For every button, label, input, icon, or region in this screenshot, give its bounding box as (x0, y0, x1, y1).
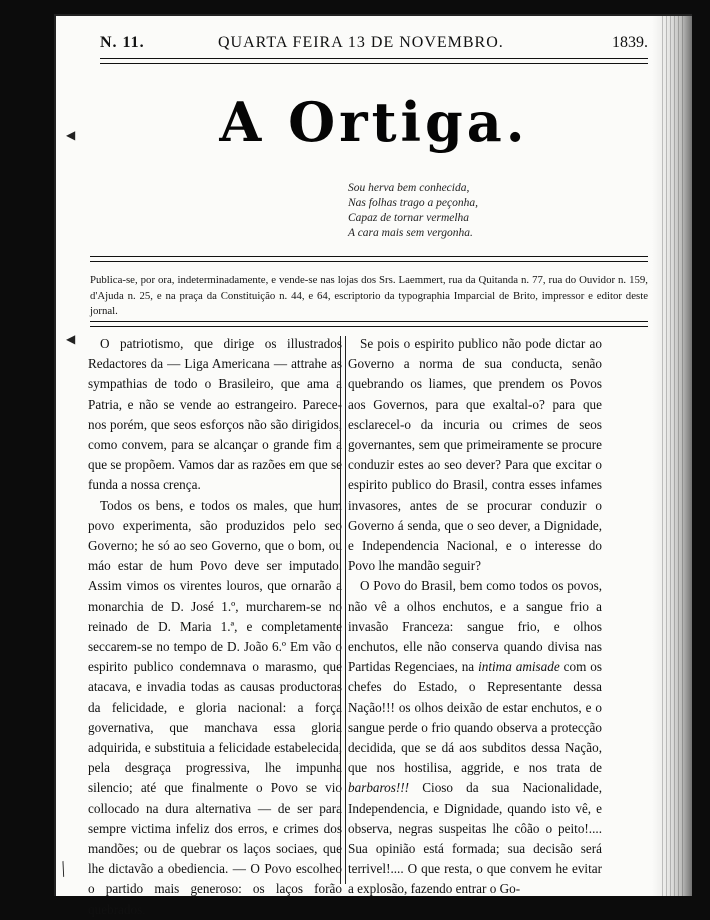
margin-mark: ◀ (66, 332, 76, 346)
masthead-title: A Ortiga. (219, 90, 529, 154)
emphasis-text: intima amisade (478, 659, 560, 675)
article-paragraph: O patriotismo, que dirige os illustrados Redactores da — Liga Americana — attrahe as sympathias de todo o Brasileiro, que ama a Patria, e não se vende ao estrangeiro. Parece-nos porém, que seos esforços não são dirigidos, como convem, para se alcançar o grande fim a que se propõem. Vamos dar as razões em que se funda a nossa crença. (88, 336, 342, 493)
epigraph-line: Sou herva bem conhecida, (348, 182, 470, 194)
notice-bottom-rule (90, 321, 648, 327)
issue-number: N. 11. (100, 34, 145, 51)
column-divider (340, 336, 346, 884)
article-text: com os chefes do Estado, o Representante dessa Nação!!! os olhos deixão de estar enchutos, e o sangue perde o frio quando observa a protecção decidida, que se dá aos subditos dessa Nação, que nos hostilisa, aggride, e nos trata de (348, 659, 602, 776)
margin-pen-stroke: ╱ (56, 861, 70, 877)
issue-year: 1839. (612, 34, 648, 51)
issue-date: QUARTA FEIRA 13 DE NOVEMBRO. (218, 34, 504, 51)
epigraph-line: A cara mais sem vergonha. (348, 227, 473, 239)
right-column (348, 334, 602, 900)
article-paragraph: Todos os bens, e todos os males, que hum povo experimenta, são produzidos pelo seo Governo; he só ao seo Governo, que o bom, ou máo estar de hum Povo deve ser imputado. Assim vimos os virentes louros, que ornarão a monarchia de D. José 1.º, murcharem-se no reinado de D. Maria 1.ª, e completamente seccarem-se no tempo de D. João 6.º Em vão o espirito publico condemnava o marasmo, que atacava, e invadia todas as causas productoras da felicidade, e gloria nacional: a força governativa, que manchava essa gloria adquirida, e substituia a felicidade estabelecida, pela desgraça progressiva, lhe impunha silencio; até que finalmente o Povo se vio collocado na dura alternativa — de ser para sempre victima infeliz dos erros, e crimes dos mandões; ou de quebrar os laços sociaes, que lhe dictavão a obediencia. — O Povo escolheo o partido mais generoso: os laços forão quebrados. (88, 497, 342, 917)
article-text: O Povo do Brasil, bem como todos os povos, não vê a olhos enchutos, e a sangue frio a invasão Franceza: sangue frio, e olhos enchutos, elle não conserva quando divisa nas Partidas Regenciaes, na (348, 578, 602, 675)
article-text: Cioso da sua Nacionalidade, Independencia, e Dignidade, quando isto vê, e observa, negras suspeitas lhe côão o peito!.... Sua opinião está formada; sua decisão será terrivel!.... O que resta, o que convem he evitar a explosão, fazendo entrar o Go- (348, 780, 602, 897)
notice-top-rule (90, 256, 648, 262)
emphasis-text: barbaros!!! (348, 780, 410, 796)
article-paragraph: Se pois o espirito publico não pode dictar ao Governo a norma de sua conducta, senão quebrando os liames, que prendem os Povos aos Governos, para que exaltal-o? para que esclarecel-o da incuria ou crimes de seos governantes, sem que primeiramente se procure conduzir estes ao seo dever? Para que excitar o espirito publico do Brasil, contra esses infames invasores, antes de se procurar conduzir o Governo á senda, que o seo dever, a Dignidade, e Independencia Nacional, e o interesse do Povo lhe mandão seguir? (348, 336, 602, 574)
epigraph-line: Capaz de tornar vermelha (348, 212, 470, 224)
left-column (88, 334, 342, 920)
epigraph (348, 181, 478, 241)
issue-header (100, 34, 648, 56)
epigraph-line: Nas folhas trago a peçonha, (348, 197, 479, 209)
article-paragraph (348, 576, 602, 899)
margin-mark: ◀ (66, 128, 76, 142)
header-rule (100, 58, 648, 64)
newspaper-page (54, 14, 692, 917)
publication-notice: Publica-se, por ora, indeterminadamente, e vende-se nas lojas dos Srs. Laemmert, rua da Quitanda n. 77, rua do Ouvidor n. 159, d'Ajuda n. 25, e na praça da Constituição n. 44, e 64, escriptorio da typographia Imparcial de Brito, impressor e editor deste jornal. (90, 274, 648, 317)
